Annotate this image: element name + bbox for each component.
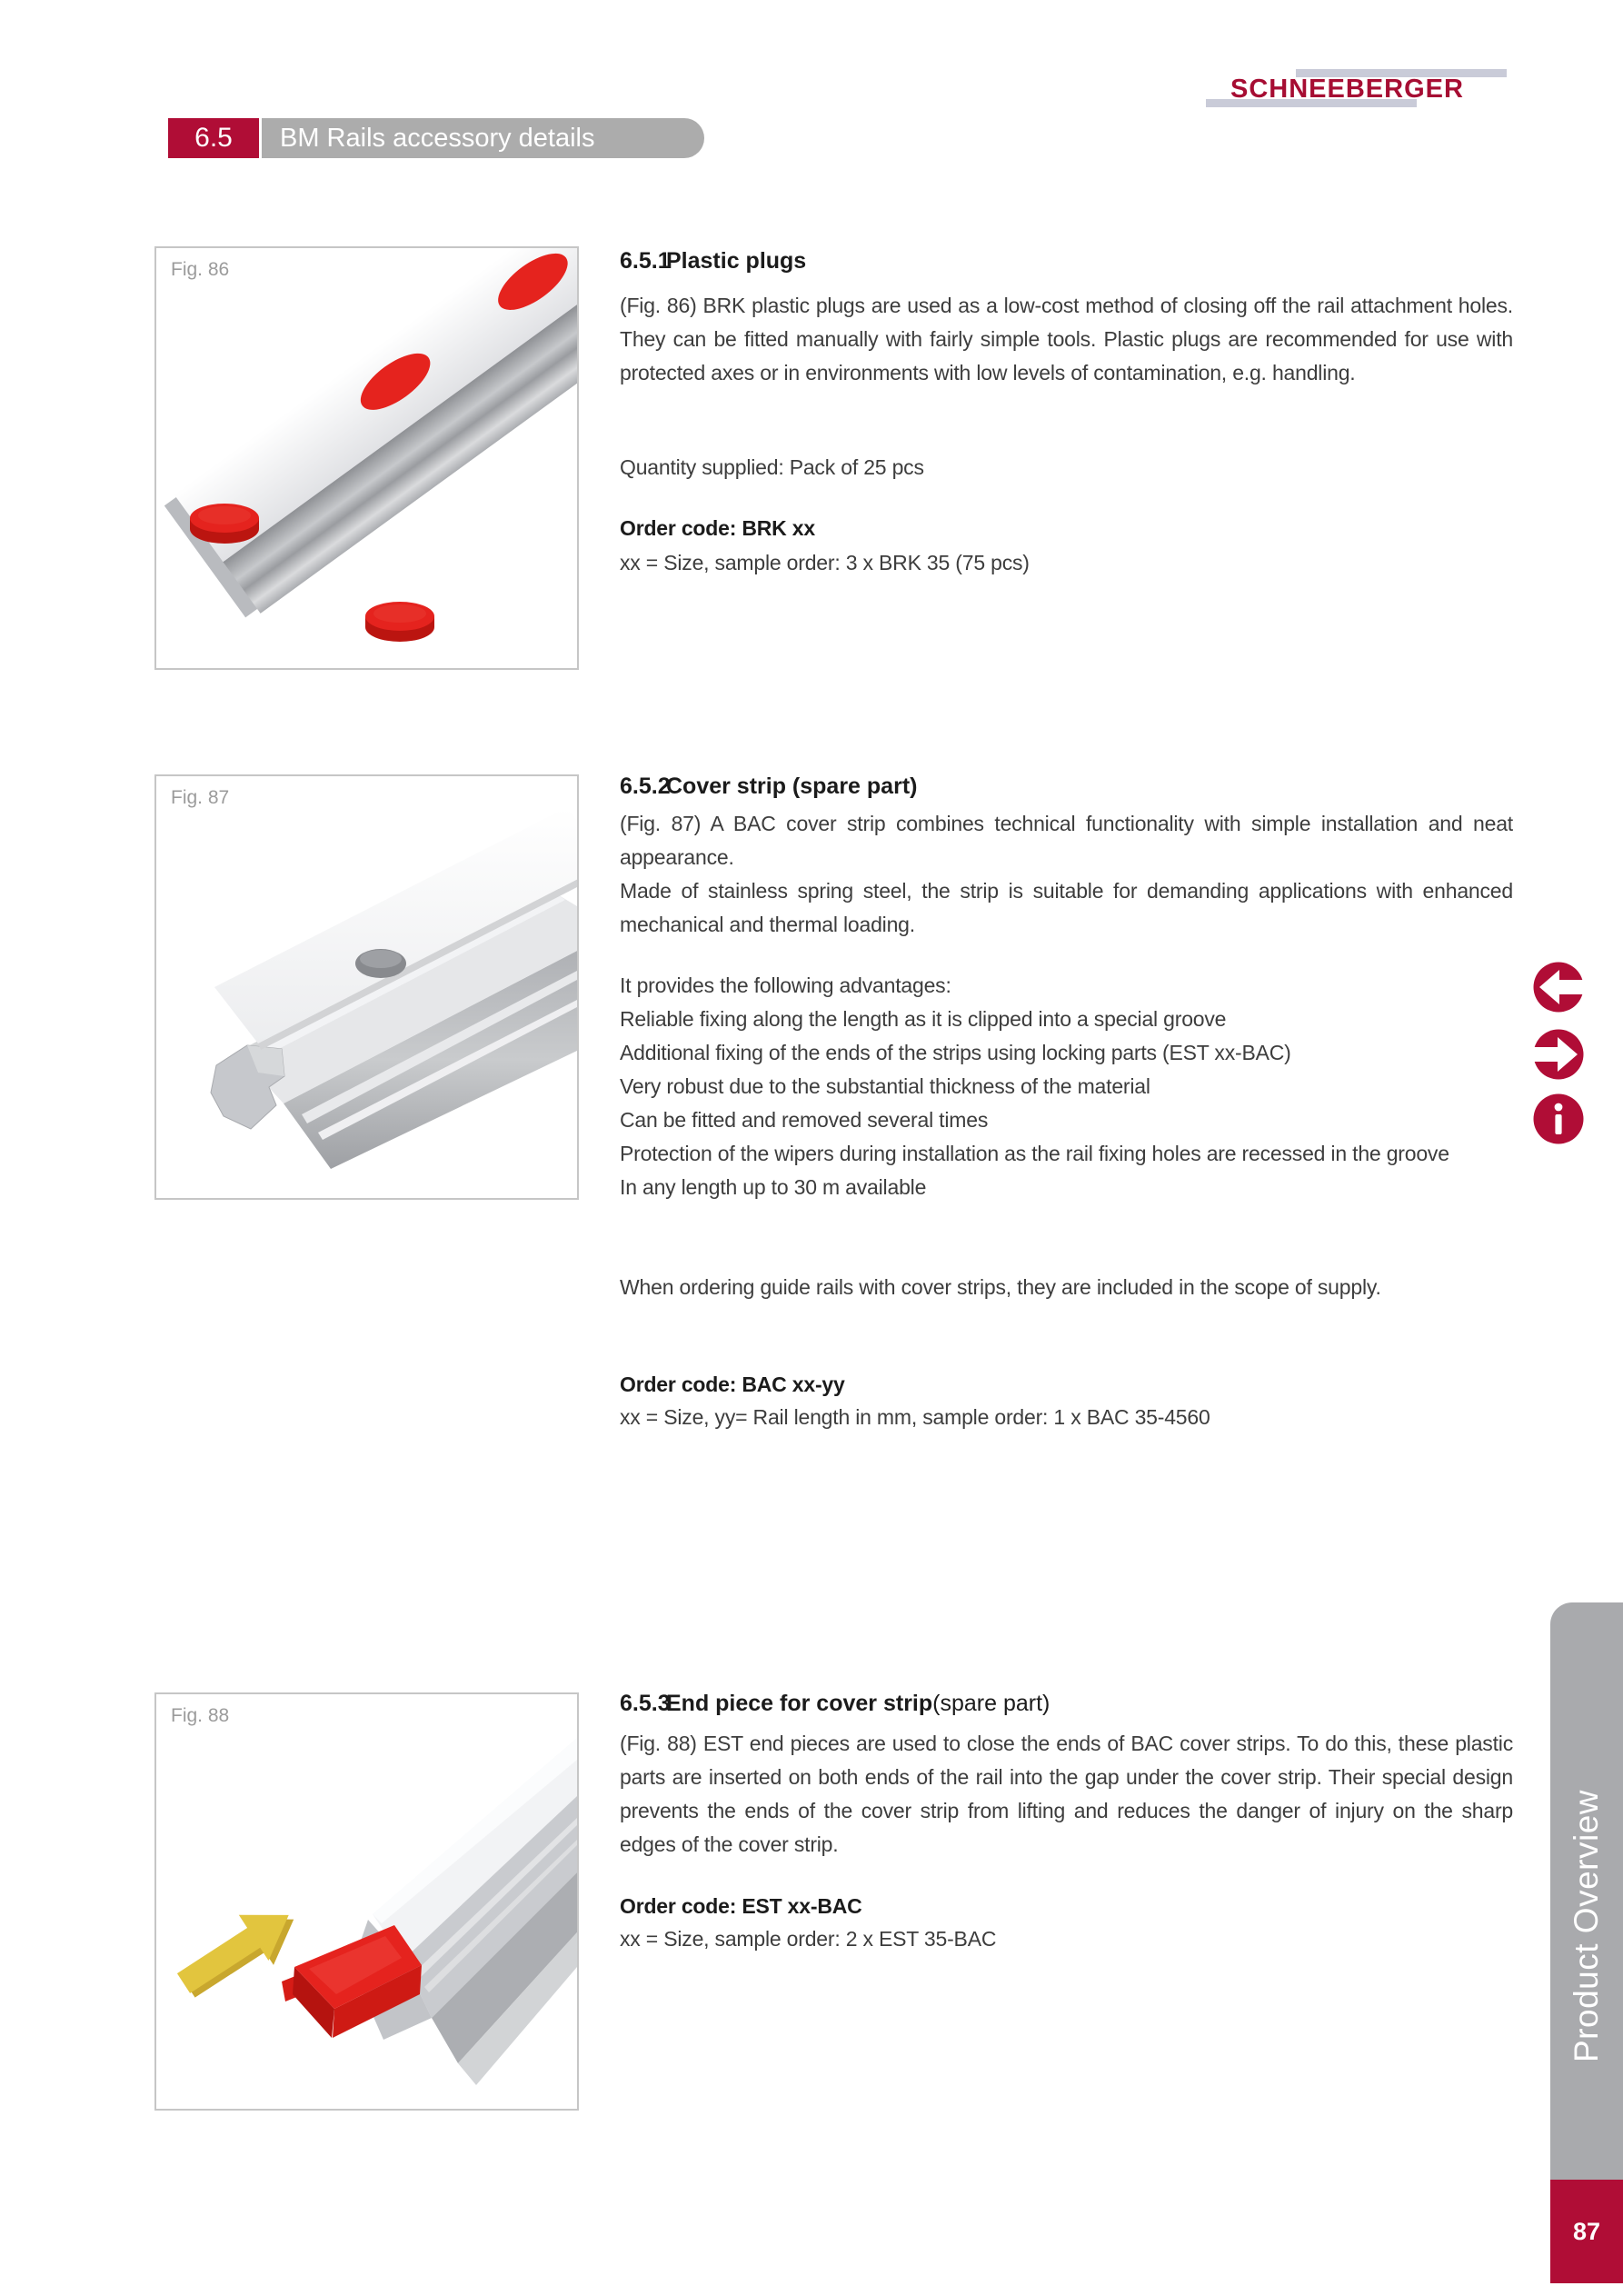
section-6-5-2-paragraph-1: (Fig. 87) A BAC cover strip combines technical functionality with simple installation and neat appearance. [620,812,1513,869]
section-6-5-2-paragraph-2: Made of stainless spring steel, the strip is suitable for demanding applications with enhanced mechanical and thermal loading. [620,879,1513,936]
advantage-item: Can be fitted and removed several times [620,1108,989,1132]
advantage-item: Additional fixing of the ends of the strips using locking parts (EST xx-BAC) [620,1041,1291,1064]
loose-plug-2 [365,602,434,642]
section-6-5-2-note: When ordering guide rails with cover strips, they are included in the scope of supply. [620,1275,1381,1299]
section-6-5-3-order-code: Order code: EST xx-BAC [620,1894,862,1918]
sidebar-chapter-label: Product Overview [1568,1790,1605,2062]
section-number-badge: 6.5 [168,118,259,158]
section-6-5-1-paragraph: (Fig. 86) BRK plastic plugs are used as a low-cost method of closing off the rail attachment holes. They can be fitted manually with fairly simple tools. Plastic plugs are recommended for use with protected axes or in environments with low levels of contamination, e.g. handling. [620,294,1513,384]
figure-88-label: Fig. 88 [171,1705,230,1726]
section-6-5-3-title: End piece for cover strip [666,1691,933,1716]
section-6-5-3-order-note: xx = Size, sample order: 2 x EST 35-BAC [620,1927,997,1951]
arrow-left-icon[interactable] [1533,962,1584,1013]
figure-86-label: Fig. 86 [171,259,230,280]
section-6-5-1-heading [620,247,1513,275]
figure-87 [154,774,579,1200]
advantage-item: Reliable fixing along the length as it is clipped into a special groove [620,1007,1227,1031]
section-title-bar [262,118,704,158]
figure-86 [154,246,579,670]
section-6-5-2-heading [620,773,1513,800]
figure-87-label: Fig. 87 [171,787,230,808]
advantage-item: Protection of the wipers during installation as the rail fixing holes are recessed in the groove [620,1142,1449,1165]
page-number: 87 [1572,2217,1601,2245]
section-6-5-2-number: 6.5.2 [620,774,671,799]
loose-plug-1 [190,504,259,544]
rail-cover-strip-illustration [156,776,577,1198]
arrow-right-icon[interactable] [1533,1029,1584,1080]
section-6-5-1-order-code: Order code: BRK xx [620,516,815,540]
advantage-item: Very robust due to the substantial thickness of the material [620,1074,1150,1098]
sidebar-chapter-label-wrap [1550,1752,1623,2100]
section-6-5-1-title: Plastic plugs [666,248,807,274]
logo-text: SCHNEEBERGER [1230,75,1464,104]
page-number-badge [1550,2180,1623,2283]
rail-end-piece-illustration [156,1694,577,2109]
section-6-5-2-advantages-list [620,1003,1513,1204]
section-6-5-3-paragraph: (Fig. 88) EST end pieces are used to close the ends of BAC cover strips. To do this, these plastic parts are inserted on both ends of the rail into the gap under the cover strip. Their special design prevents the ends of the cover strip from lifting and reduces the danger of injury on the sharp edges of the cover strip. [620,1732,1513,1856]
advantage-item: In any length up to 30 m available [620,1175,927,1199]
section-6-5-3-number: 6.5.3 [620,1691,671,1716]
section-6-5-2-order-code: Order code: BAC xx-yy [620,1373,845,1396]
section-title: BM Rails accessory details [280,123,595,153]
section-6-5-2-order-note: xx = Size, yy= Rail length in mm, sample order: 1 x BAC 35-4560 [620,1405,1210,1429]
info-icon[interactable] [1533,1093,1584,1144]
section-6-5-1-order-note: xx = Size, sample order: 3 x BRK 35 (75 pcs) [620,551,1030,574]
section-6-5-3-heading [620,1690,1513,1717]
section-6-5-2-title: Cover strip (spare part) [666,774,918,799]
rail-plastic-plugs-illustration [156,248,577,668]
section-6-5-1-number: 6.5.1 [620,248,671,274]
section-6-5-3-title-suffix: (spare part) [932,1691,1050,1716]
brand-logo [1206,69,1508,107]
section-6-5-2-advantages-intro: It provides the following advantages: [620,973,951,997]
section-6-5-1-quantity: Quantity supplied: Pack of 25 pcs [620,455,924,479]
figure-88 [154,1692,579,2111]
